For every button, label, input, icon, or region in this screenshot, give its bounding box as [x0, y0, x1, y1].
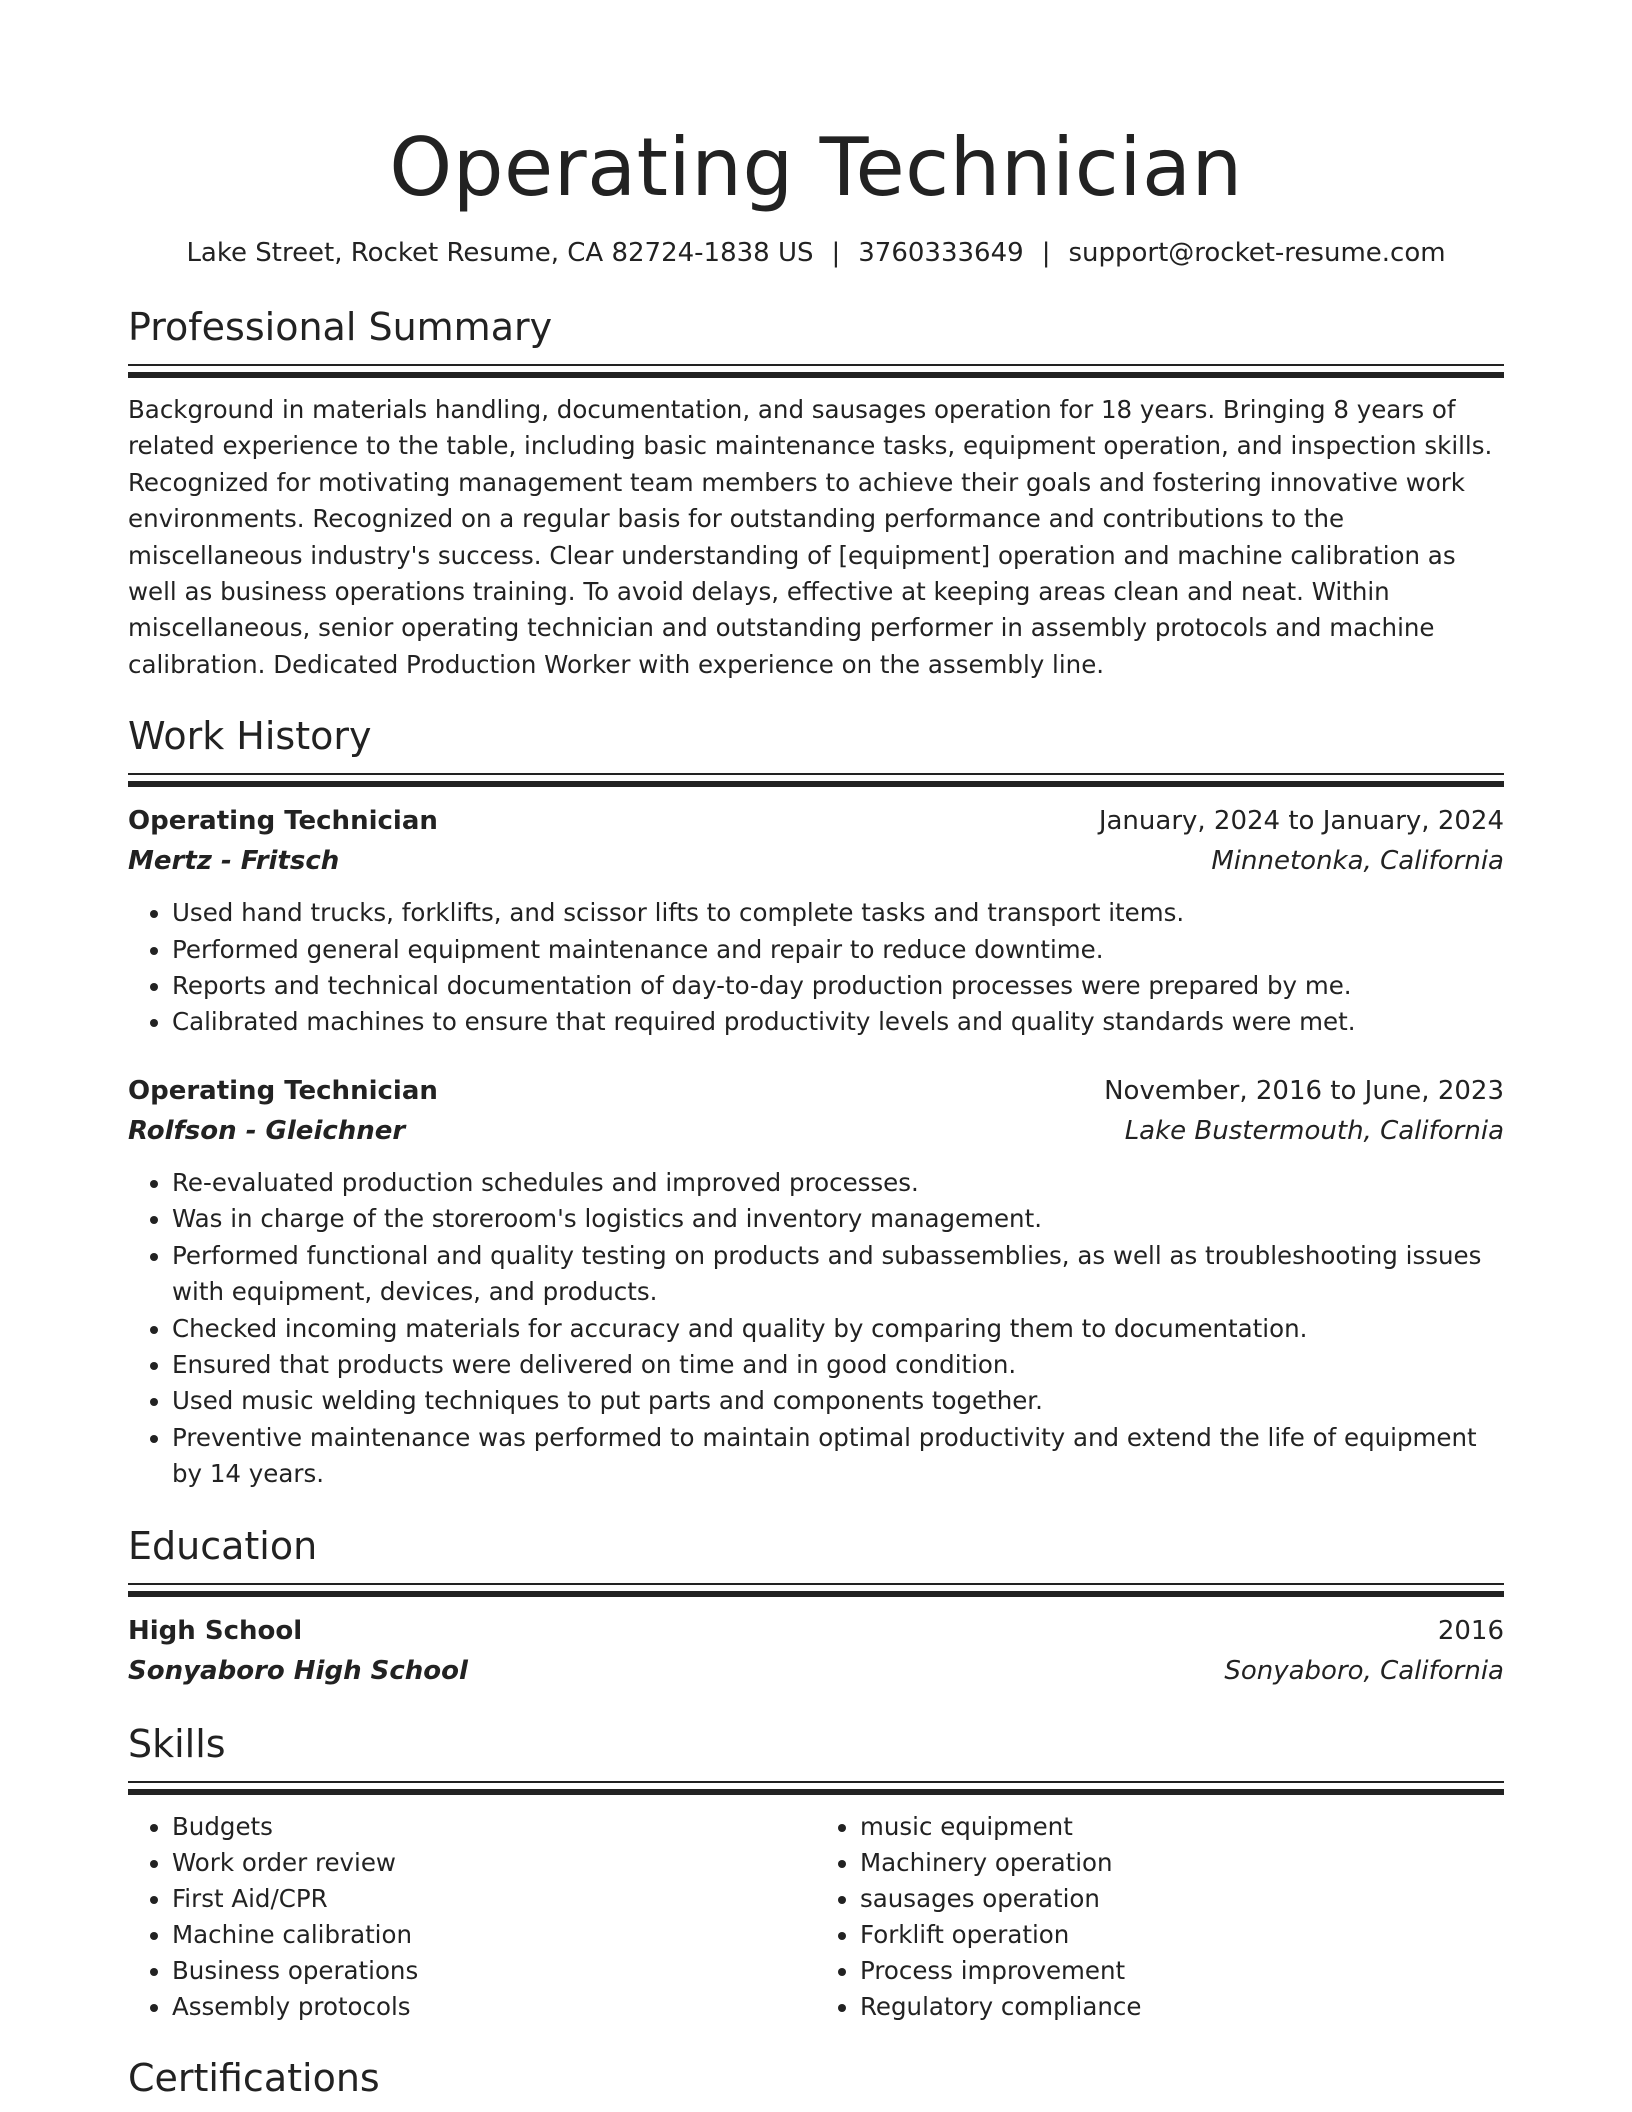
candidate-name: Operating Technician: [389, 121, 1243, 214]
contact-phone: 3760333649: [858, 238, 1024, 268]
job-entry: [128, 801, 1504, 1041]
contact-separator: |: [831, 238, 841, 268]
contact-email: support@rocket-resume.com: [1068, 238, 1446, 268]
skill-item: • sausages operation: [860, 1881, 1504, 1917]
job-entry: [128, 1071, 1504, 1493]
job-company: Rolfson - Gleichner: [128, 1115, 406, 1146]
job-dates: November, 2016 to June, 2023: [1104, 1075, 1504, 1106]
skill-item: • Machine calibration: [172, 1917, 816, 1953]
duty-item: • Performed general equipment maintenance and repair to reduce downtime.: [172, 932, 1504, 968]
skills-column-left: [128, 1809, 816, 2025]
section-title-certifications: Certifications: [128, 2055, 380, 2100]
certifications-section: [128, 2055, 1504, 2101]
job-title: Operating Technician: [128, 806, 438, 837]
skill-item: • First Aid/CPR: [172, 1881, 816, 1917]
skill-item: • Process improvement: [860, 1953, 1504, 1989]
skills-section: [128, 1721, 1504, 2025]
job-duties: [128, 895, 1504, 1041]
section-title-education: Education: [128, 1523, 318, 1568]
skills-grid: [128, 1809, 1504, 2025]
duty-item: • Checked incoming materials for accuracy and quality by comparing them to documentation.: [172, 1311, 1504, 1347]
section-divider: [128, 1583, 1504, 1597]
skill-item: • music equipment: [860, 1809, 1504, 1845]
section-divider: [128, 773, 1504, 787]
job-location: Minnetonka, California: [1211, 846, 1504, 877]
job-duties: [128, 1165, 1504, 1493]
job-company: Mertz - Fritsch: [128, 846, 340, 877]
skill-item: • Budgets: [172, 1809, 816, 1845]
duty-item: • Preventive maintenance was performed to maintain optimal productivity and extend the life of equipment by 14 years.: [172, 1420, 1504, 1493]
skill-item: • Business operations: [172, 1953, 816, 1989]
skill-item: • Assembly protocols: [172, 1989, 816, 2025]
section-title-skills: Skills: [128, 1721, 226, 1766]
contact-line: [128, 236, 1504, 270]
work-history-section: [128, 713, 1504, 1492]
job-location: Lake Bustermouth, California: [1124, 1115, 1504, 1146]
education-year: 2016: [1437, 1615, 1504, 1646]
duty-item: • Was in charge of the storeroom's logistics and inventory management.: [172, 1201, 1504, 1237]
skill-item: • Work order review: [172, 1845, 816, 1881]
contact-separator: |: [1041, 238, 1051, 268]
education-location: Sonyaboro, California: [1224, 1655, 1504, 1686]
skill-item: • Machinery operation: [860, 1845, 1504, 1881]
resume-page: [128, 0, 1504, 2101]
duty-item: • Re-evaluated production schedules and improved processes.: [172, 1165, 1504, 1201]
duty-item: • Used hand trucks, forklifts, and scissor lifts to complete tasks and transport items.: [172, 895, 1504, 931]
skill-item: • Regulatory compliance: [860, 1989, 1504, 2025]
contact-address: Lake Street, Rocket Resume, CA 82724-1838 US: [186, 238, 814, 268]
job-dates: January, 2024 to January, 2024: [1098, 806, 1504, 837]
section-title-work-history: Work History: [128, 714, 372, 759]
duty-item: • Calibrated machines to ensure that required productivity levels and quality standards were met.: [172, 1004, 1504, 1040]
skills-column-right: [816, 1809, 1504, 2025]
section-title-summary: Professional Summary: [128, 305, 553, 349]
duty-item: • Reports and technical documentation of day-to-day production processes were prepared by me.: [172, 968, 1504, 1004]
section-divider: [128, 364, 1504, 378]
summary-text: Background in materials handling, documentation, and sausages operation for 18 years. Bringing 8 years of related experience to the table, including basic maintenance tasks, equipment operation, and inspection skills. Recognized for motivating management team members to achieve their goals and fostering innovative work environments. Recognized on a regular basis for outstanding performance and contributions to the miscellaneous industry's success. Clear understanding of [equipment] operation and machine calibration as well as business operations training. To avoid delays, effective at keeping areas clean and neat. Within miscellaneous, senior operating technician and outstanding performer in assembly protocols and machine calibration. Dedicated Production Worker with experience on the assembly line.: [128, 395, 1493, 679]
education-degree: High School: [128, 1615, 303, 1646]
education-section: [128, 1523, 1504, 1691]
section-divider: [128, 1781, 1504, 1795]
duty-item: • Ensured that products were delivered on time and in good condition.: [172, 1347, 1504, 1383]
skill-item: • Forklift operation: [860, 1917, 1504, 1953]
duty-item: • Performed functional and quality testing on products and subassemblies, as well as troubleshooting issues with equipment, devices, and products.: [172, 1238, 1504, 1311]
education-school: Sonyaboro High School: [128, 1655, 468, 1686]
job-title: Operating Technician: [128, 1075, 438, 1106]
duty-item: • Used music welding techniques to put parts and components together.: [172, 1383, 1504, 1419]
summary-section: [128, 304, 1504, 683]
